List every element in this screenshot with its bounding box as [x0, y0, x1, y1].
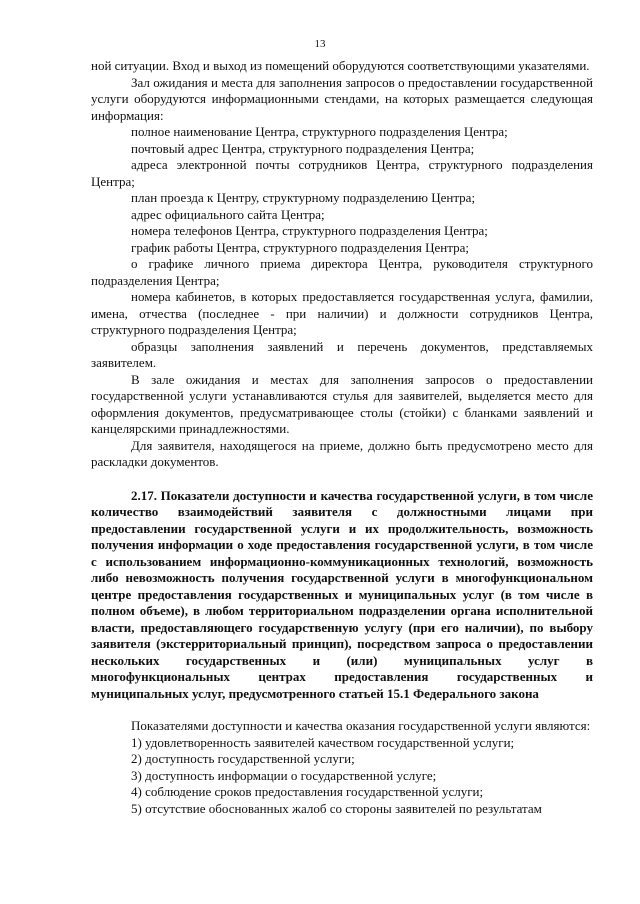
- paragraph: Зал ожидания и места для заполнения запросов о предоставлении государственной услуги оборудуются информационными стендами, на которых размещается следующая информация:: [91, 74, 593, 123]
- paragraph: ной ситуации. Вход и выход из помещений оборудуются соответствующими указателями.: [91, 58, 590, 73]
- paragraph: план проезда к Центру, структурному подразделению Центра;: [131, 190, 476, 205]
- paragraph: о графике личного приема директора Центра, руководителя структурного подразделения Центра;: [91, 256, 593, 288]
- paragraphs-top: [91, 58, 593, 471]
- paragraph: 2) доступность государственной услуги;: [131, 751, 355, 766]
- paragraph: образцы заполнения заявлений и перечень документов, представляемых заявителем.: [91, 338, 593, 370]
- page-number: 13: [314, 38, 326, 50]
- paragraph: номера кабинетов, в которых предоставляется государственная услуга, фамилии, имена, отчества (последнее - при наличии) и должности сотрудников Центра, структурного подразделения Центра;: [91, 289, 593, 337]
- paragraph: 3) доступность информации о государственной услуге;: [131, 767, 437, 783]
- paragraph: адрес официального сайта Центра;: [131, 206, 325, 222]
- paragraph: 4) соблюдение сроков предоставления государственной услуги;: [131, 784, 484, 799]
- section-heading: 2.17. Показатели доступности и качества государственной услуги, в том числе количество взаимодействий заявителя с должностными лицами при предоставлении государственной услуги и их продолжительность, возможность получения информации о ходе предоставления государственной услуги, в том числе с использованием информационно-коммуникационных технологий, возможность либо невозможность получения государственной услуги в многофункциональном центре предоставления государственных и муниципальных услуг (в том числе в полном объеме), в любом территориальном подразделении органа исполнительной власти, предоставляющего государственную услугу (при его наличии), по выбору заявителя (экстерриториальный принцип), посредством запроса о предоставлении нескольких государственных и (или) муниципальных услуг в многофункциональных центрах предоставления государственных и муниципальных услуг, предусмотренного статьей 15.1 Федерального закона: [91, 487, 593, 701]
- document-body: [91, 58, 593, 817]
- paragraph: номера телефонов Центра, структурного подразделения Центра;: [131, 223, 488, 238]
- paragraph: 1) удовлетворенность заявителей качеством государственной услуги;: [131, 734, 515, 750]
- paragraph: график работы Центра, структурного подразделения Центра;: [131, 239, 469, 255]
- paragraph: 5) отсутствие обоснованных жалоб со стороны заявителей по результатам: [131, 800, 542, 816]
- paragraph: Для заявителя, находящегося на приеме, должно быть предусмотрено место для раскладки документов.: [91, 437, 593, 469]
- paragraph: почтовый адрес Центра, структурного подразделения Центра;: [131, 140, 475, 156]
- paragraph: В зале ожидания и местах для заполнения запросов о предоставлении государственной услуги устанавливаются стулья для заявителей, выделяется место для оформления документов, предусматривающее столы (стойки) с бланками заявлений и канцелярскими принадлежностями.: [91, 371, 593, 436]
- paragraphs-bottom: [91, 718, 593, 817]
- paragraph: полное наименование Центра, структурного подразделения Центра;: [131, 124, 508, 139]
- paragraph: Показателями доступности и качества оказания государственной услуги являются:: [131, 718, 591, 733]
- paragraph: адреса электронной почты сотрудников Центра, структурного подразделения Центра;: [91, 157, 593, 189]
